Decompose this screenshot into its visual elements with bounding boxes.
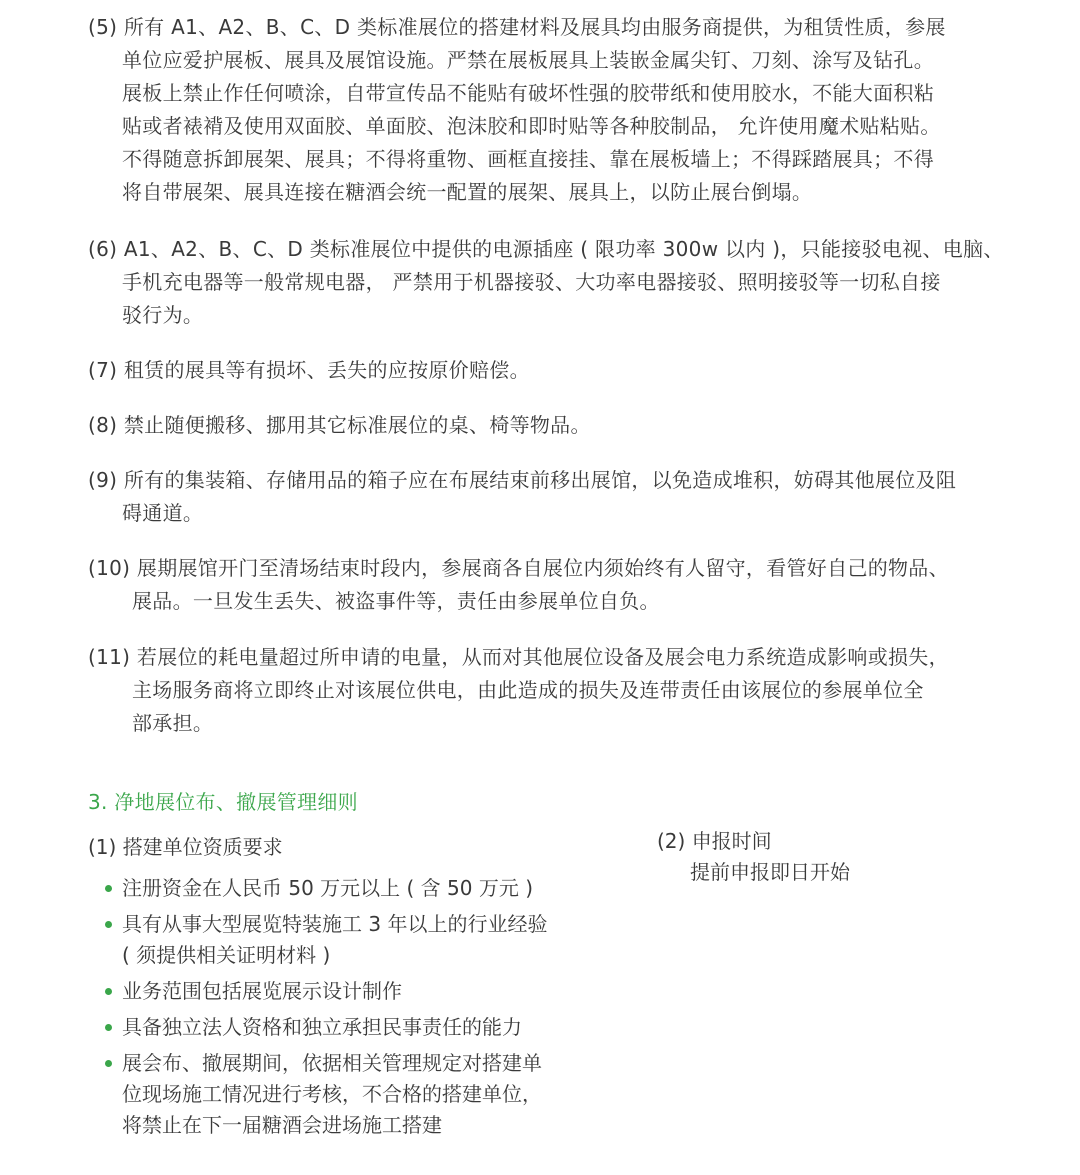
rule-line: (9) 所有的集装箱、存储用品的箱子应在布展结束前移出展馆，以免造成堆积，妨碍其他展位及阻 [88,468,957,492]
rule-line: 将自带展架、展具连接在糖酒会统一配置的展架、展具上，以防止展台倒塌。 [122,180,813,204]
bullet-dot-icon [105,1060,112,1067]
list-item [88,1048,608,1141]
rule-item-11 [88,641,998,740]
rule-item-6 [88,233,1004,332]
rule-line: (5) 所有 A1、A2、B、C、D 类标准展位的搭建材料及展具均由服务商提供，为租赁性质，参展 [88,15,946,39]
rule-line: 驳行为。 [122,303,204,327]
qualification-list [88,873,608,1141]
bullet-text: ( 须提供相关证明材料 ) [122,943,331,967]
rule-line: (7) 租赁的展具等有损坏、丢失的应按原价赔偿。 [88,358,530,382]
bullet-text: 具备独立法人资格和独立承担民事责任的能力 [122,1015,522,1039]
bullet-dot-icon [105,921,112,928]
rule-item-5 [88,11,998,209]
report-time-heading: (2) 申报时间 [657,829,772,853]
rule-line: (10) 展期展馆开门至清场结束时段内，参展商各自展位内须始终有人留守，看管好自己的物品、 [88,556,949,580]
bullet-text: 具有从事大型展览特装施工 3 年以上的行业经验 [122,912,548,936]
rule-line: 展板上禁止作任何喷涂，自带宣传品不能贴有破坏性强的胶带纸和使用胶水，不能大面积粘 [122,81,934,105]
rule-item-7 [88,354,998,387]
rule-line: (11) 若展位的耗电量超过所申请的电量，从而对其他展位设备及展会电力系统造成影响或损失， [88,645,949,669]
bullet-text: 业务范围包括展览展示设计制作 [122,979,402,1003]
bullet-dot-icon [105,988,112,995]
rule-line: (8) 禁止随便搬移、挪用其它标准展位的桌、椅等物品。 [88,413,591,437]
report-time-section [657,826,1037,888]
rule-item-8 [88,409,998,442]
bullet-text: 位现场施工情况进行考核，不合格的搭建单位， [122,1082,542,1106]
rule-line: 部承担。 [132,711,214,735]
rule-line: 碍通道。 [122,501,204,525]
section-title: 3. 净地展位布、撤展管理细则 [88,790,358,814]
bullet-dot-icon [105,885,112,892]
bullet-text: 展会布、撤展期间，依据相关管理规定对搭建单 [122,1051,542,1075]
qualification-section [88,832,608,1146]
list-item [88,909,608,971]
bullet-text: 注册资金在人民币 50 万元以上 ( 含 50 万元 ) [122,876,534,900]
report-time-text: 提前申报即日开始 [690,860,850,884]
rule-line: 展品。一旦发生丢失、被盗事件等，责任由参展单位自负。 [132,589,660,613]
qualification-heading: (1) 搭建单位资质要求 [88,835,283,859]
rule-line: 不得随意拆卸展架、展具；不得将重物、画框直接挂、靠在展板墙上；不得踩踏展具；不得 [122,147,934,171]
rule-line: (6) A1、A2、B、C、D 类标准展位中提供的电源插座 ( 限功率 300w 以内 )，只能接驳电视、电脑、 [88,237,1004,261]
rule-line: 主场服务商将立即终止对该展位供电，由此造成的损失及连带责任由该展位的参展单位全 [132,678,924,702]
list-item [88,1012,608,1043]
rule-line: 手机充电器等一般常规电器， 严禁用于机器接驳、大功率电器接驳、照明接驳等一切私自接 [122,270,941,294]
rule-item-10 [88,552,998,618]
rule-line: 单位应爱护展板、展具及展馆设施。严禁在展板展具上装嵌金属尖钉、刀刻、涂写及钻孔。 [122,48,934,72]
bullet-dot-icon [105,1024,112,1031]
rule-line: 贴或者裱褙及使用双面胶、单面胶、泡沫胶和即时贴等各种胶制品， 允许使用魔术贴粘贴。 [122,114,941,138]
rule-item-9 [88,464,998,530]
list-item [88,873,608,904]
bullet-text: 将禁止在下一届糖酒会进场施工搭建 [122,1113,442,1137]
list-item [88,976,608,1007]
